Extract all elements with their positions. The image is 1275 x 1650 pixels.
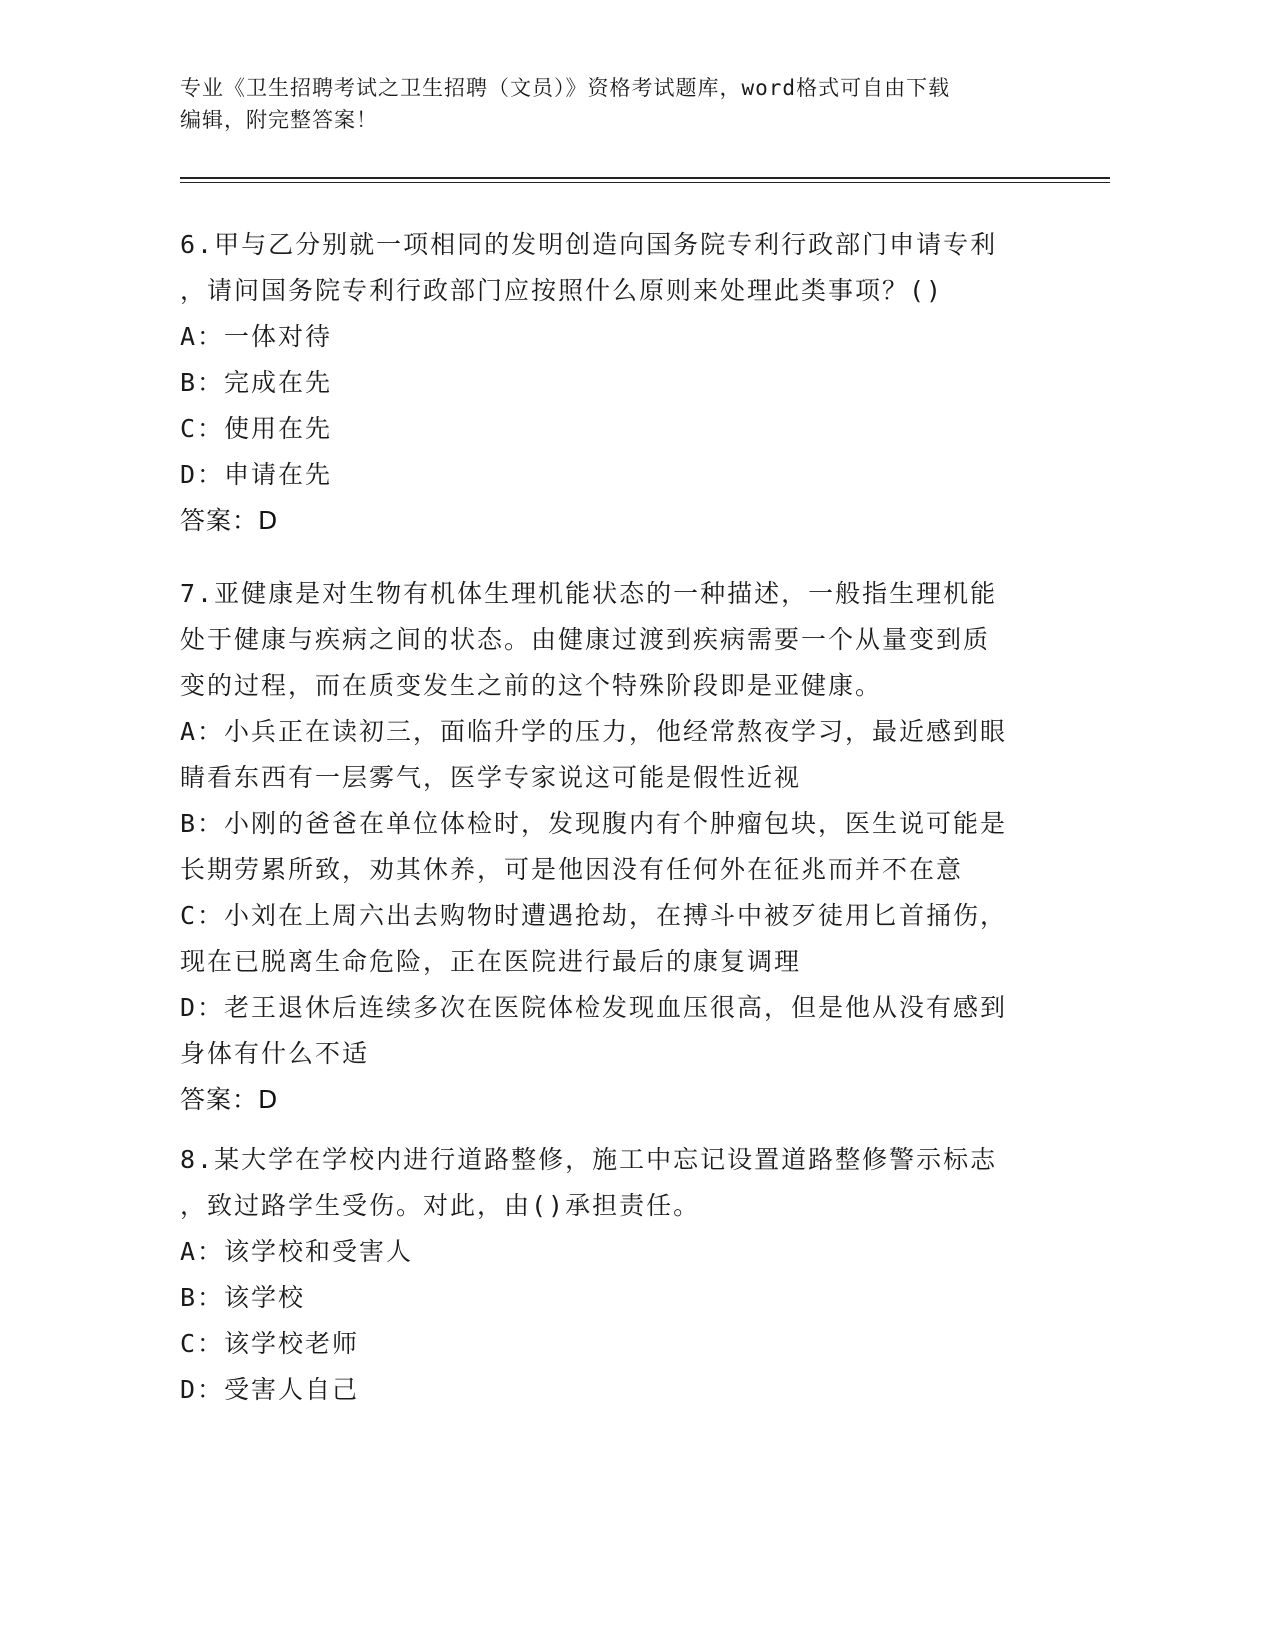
- option-c: C：该学校老师: [180, 1329, 360, 1358]
- option-d: D：老王退休后连续多次在医院体检发现血压很高，但是他从没有感到: [180, 993, 1008, 1022]
- option-d: D：申请在先: [180, 460, 333, 489]
- option-a: A：一体对待: [180, 322, 333, 351]
- option-c-continued: 现在已脱离生命危险，正在医院进行最后的康复调理: [180, 947, 802, 976]
- question-text-line: 8.某大学在学校内进行道路整修，施工中忘记设置道路整修警示标志: [180, 1145, 998, 1174]
- header-divider-thin: [180, 182, 1110, 183]
- option-c: C：小刘在上周六出去购物时遭遇抢劫，在搏斗中被歹徒用匕首捅伤，: [180, 901, 1008, 930]
- question-text-line: 7.亚健康是对生物有机体生理机能状态的一种描述，一般指生理机能: [180, 579, 998, 608]
- option-d: D：受害人自己: [180, 1375, 360, 1404]
- option-d-continued: 身体有什么不适: [180, 1039, 370, 1068]
- answer-line: 答案：D: [180, 1085, 279, 1114]
- option-a-continued: 睛看东西有一层雾气，医学专家说这可能是假性近视: [180, 763, 802, 792]
- question-text-line: 处于健康与疾病之间的状态。由健康过渡到疾病需要一个从量变到质: [180, 625, 991, 654]
- option-b: B：完成在先: [180, 368, 333, 397]
- question-text-line: ，致过路学生受伤。对此，由()承担责任。: [180, 1191, 701, 1220]
- option-a: A：该学校和受害人: [180, 1237, 414, 1266]
- option-a: A：小兵正在读初三，面临升学的压力，他经常熬夜学习，最近感到眼: [180, 717, 1008, 746]
- header-line-1: 专业《卫生招聘考试之卫生招聘（文员）》资格考试题库，word格式可自由下载: [180, 76, 951, 100]
- question-8: [180, 1137, 1040, 1413]
- option-b-continued: 长期劳累所致，劝其休养，可是他因没有任何外在征兆而并不在意: [180, 855, 964, 884]
- question-6: [180, 222, 1040, 544]
- question-text-line: ，请问国务院专利行政部门应按照什么原则来处理此类事项？(): [180, 276, 944, 305]
- question-text-line: 变的过程，而在质变发生之前的这个特殊阶段即是亚健康。: [180, 671, 883, 700]
- question-text-line: 6.甲与乙分别就一项相同的发明创造向国务院专利行政部门申请专利: [180, 230, 998, 259]
- option-b: B：小刚的爸爸在单位体检时，发现腹内有个肿瘤包块，医生说可能是: [180, 809, 1008, 838]
- header-divider: [180, 177, 1110, 179]
- document-header: [180, 72, 1040, 136]
- answer-line: 答案：D: [180, 506, 279, 535]
- header-line-2: 编辑，附完整答案！: [180, 108, 378, 132]
- option-b: B：该学校: [180, 1283, 306, 1312]
- question-7: [180, 571, 1040, 1123]
- option-c: C：使用在先: [180, 414, 333, 443]
